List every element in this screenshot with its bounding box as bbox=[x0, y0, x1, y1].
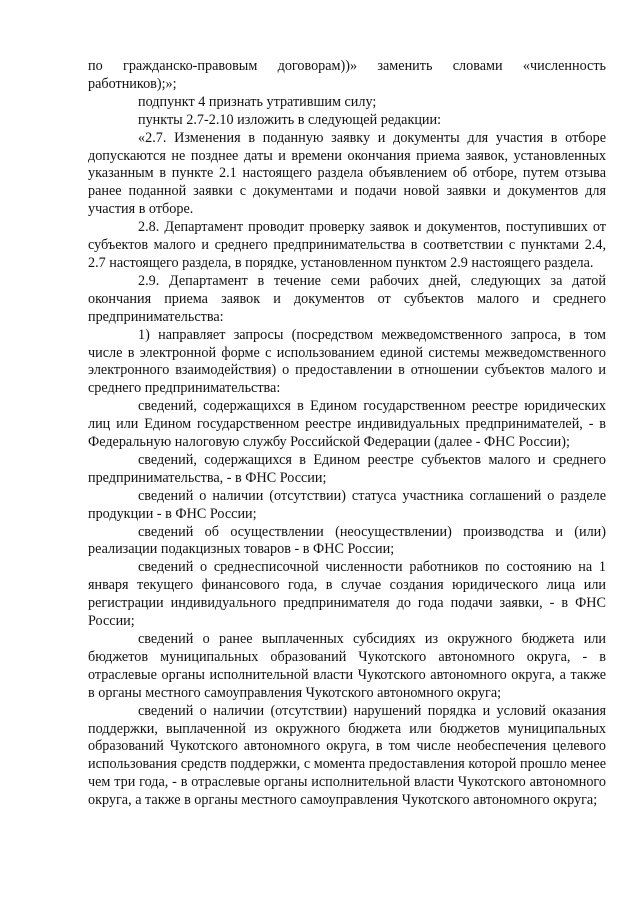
paragraph-2-7: «2.7. Изменения в поданную заявку и документы для участия в отборе допускаются не позднее даты и времени окончания приема заявок, установленных указанным в пункте 2.1 настоящего раздела объявлением об отборе, путем отзыва ранее поданной заявки с документами и подачи новой заявки и документов для участия в отборе. bbox=[88, 129, 606, 218]
paragraph-msp-registry-info: сведений, содержащихся в Едином реестре субъектов малого и среднего предпринимательства, - в ФНС России; bbox=[88, 451, 606, 486]
paragraph-continuation: по гражданско-правовым договорам))» заменить словами «численность работников);»; bbox=[88, 58, 606, 92]
paragraph-headcount-info: сведений о среднесписочной численности работников по состоянию на 1 января текущего финансового года, в случае создания юридического лица или регистрации индивидуального предпринимателя до года подачи заявки, - в ФНС России; bbox=[88, 559, 606, 630]
paragraph-2-9-item-1: 1) направляет запросы (посредством межведомственного запроса, в том числе в электронной форме с использованием единой системы межведомственного электронного взаимодействия) о предоставлении в отношении субъектов малого и среднего предпринимательства: bbox=[88, 326, 606, 397]
paragraph-egrul-info: сведений, содержащихся в Едином государственном реестре юридических лиц или Едином государственном реестре индивидуальных предпринимателей, - в Федеральную налоговую службу Российской Федерации (далее - ФНС России); bbox=[88, 398, 606, 451]
paragraph-2-9: 2.9. Департамент в течение семи рабочих дней, следующих за датой окончания приема заявок и документов от субъектов малого и среднего предпринимательства: bbox=[88, 272, 606, 325]
paragraph-2-8: 2.8. Департамент проводит проверку заявок и документов, поступивших от субъектов малого и среднего предпринимательства в соответствии с пунктами 2.4, 2.7 настоящего раздела, в порядке, установленном пунктом 2.9 настоящего раздела. bbox=[88, 219, 606, 271]
paragraph-subpoint-4: подпункт 4 признать утратившим силу; bbox=[138, 93, 377, 110]
paragraph-excise-goods-info: сведений об осуществлении (неосуществлении) производства и (или) реализации подакцизных товаров - в ФНС России; bbox=[88, 523, 606, 558]
paragraph-prior-subsidies-info: сведений о ранее выплаченных субсидиях из окружного бюджета или бюджетов муниципальных образований Чукотского автономного округа, - в отраслевые органы исполнительной власти Чукотского автономного округа, а также в органы местного самоуправления Чукотского автономного округа; bbox=[88, 631, 606, 701]
paragraph-violations-info: сведений о наличии (отсутствии) нарушений порядка и условий оказания поддержки, выплаченной из окружного бюджета или бюджетов муниципальных образований Чукотского автономного округа, в том числе необеспечения целевого использования средств поддержки, с момента предоставления которой прошло менее чем три года, - в отраслевые органы исполнительной власти Чукотского автономного округа, а также в органы местного самоуправления Чукотского автономного округа; bbox=[88, 702, 606, 809]
paragraph-points-intro: пункты 2.7-2.10 изложить в следующей редакции: bbox=[138, 111, 442, 128]
paragraph-psa-status-info: сведений о наличии (отсутствии) статуса участника соглашений о разделе продукции - в ФНС России; bbox=[88, 487, 606, 522]
document-page bbox=[88, 58, 606, 810]
